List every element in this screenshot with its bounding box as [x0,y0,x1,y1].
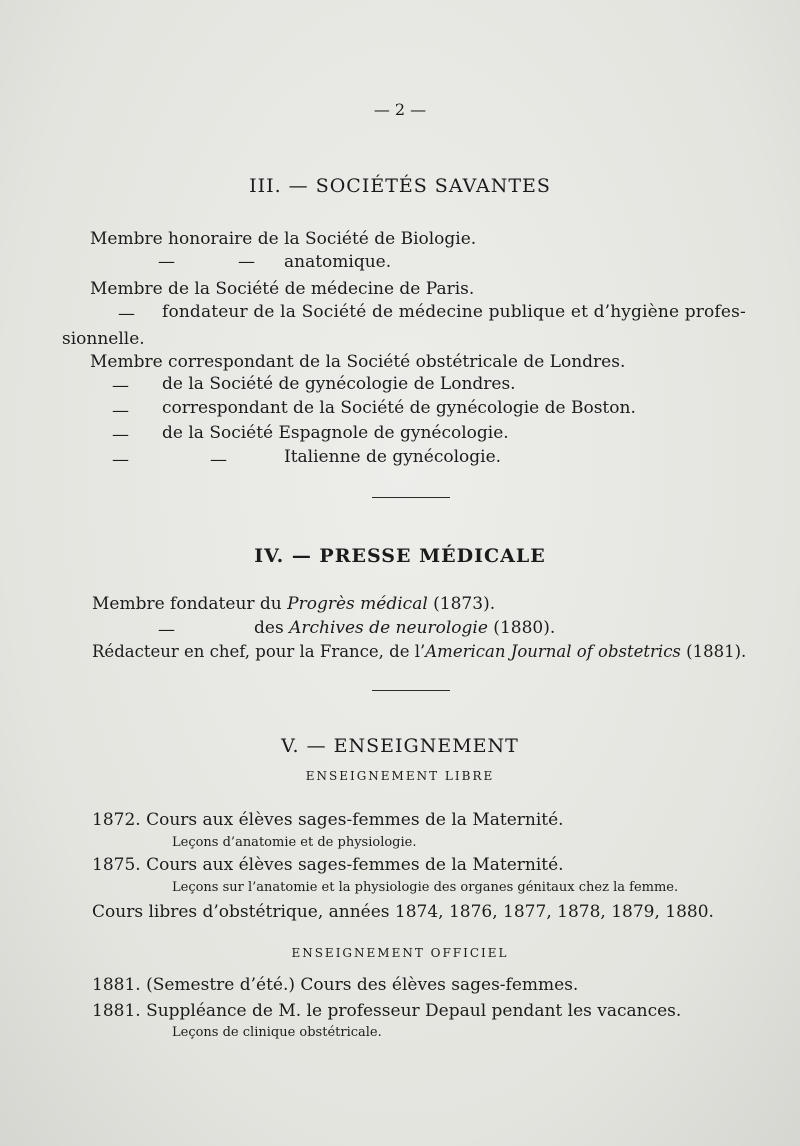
divider [372,497,450,498]
text-part: (1873). [427,594,496,614]
divider [372,690,450,691]
text-line: Membre correspondant de la Société obstétricale de Londres. [90,352,626,372]
text-subline: Leçons de clinique obstétricale. [172,1025,382,1040]
ditto-dash: — [238,252,255,272]
text-line: 1881. Suppléance de M. le professeur Depaul pendant les vacances. [92,1001,682,1021]
section-title-societes: III. — SOCIÉTÉS SAVANTES [249,175,551,197]
ditto-dash: — [112,401,129,421]
subheading-libre: ENSEIGNEMENT LIBRE [305,769,495,783]
subheading-officiel: ENSEIGNEMENT OFFICIEL [291,946,509,960]
text-line [92,642,746,661]
ditto-dash: — [158,620,175,640]
text-line: de la Société de gynécologie de Londres. [162,374,516,394]
text-line: 1881. (Semestre d’été.) Cours des élèves sages-femmes. [92,975,579,995]
journal-title: Archives de neurologie [289,618,488,638]
text-part: Rédacteur en chef, pour la France, de l’ [92,642,426,661]
text-line: Italienne de gynécologie. [284,447,502,467]
text-part: des [254,618,290,638]
text-line: de la Société Espagnole de gynécologie. [162,423,509,443]
text-line [254,618,555,638]
text-line: Membre honoraire de la Société de Biologie. [90,229,477,249]
text-subline: Leçons sur l’anatomie et la physiologie des organes génitaux chez la femme. [172,880,679,895]
text-line: Cours libres d’obstétrique, années 1874, 1876, 1877, 1878, 1879, 1880. [92,902,714,922]
journal-title: American Journal of obstetrics [425,642,681,661]
section-title-presse: IV. — PRESSE MÉDICALE [254,545,546,567]
text-part: (1881). [680,642,747,661]
page-number: — 2 — [373,100,427,119]
text-line: correspondant de la Société de gynécologie de Boston. [162,398,636,418]
text-line: 1875. Cours aux élèves sages-femmes de la Maternité. [92,855,564,875]
ditto-dash: — [158,252,175,272]
ditto-dash: — [112,450,129,470]
text-part: Membre fondateur du [92,594,288,614]
ditto-dash: — [112,376,129,396]
ditto-dash: — [118,304,135,324]
text-line [92,594,495,614]
text-line: fondateur de la Société de médecine publique et d’hygiène profes- [162,302,746,322]
text-line: 1872. Cours aux élèves sages-femmes de la Maternité. [92,810,564,830]
ditto-dash: — [112,425,129,445]
text-line: sionnelle. [62,329,145,349]
text-part: (1880). [487,618,556,638]
text-line: Membre de la Société de médecine de Paris. [90,279,475,299]
text-line: anatomique. [284,252,392,272]
section-title-enseignement: V. — ENSEIGNEMENT [281,735,519,757]
ditto-dash: — [210,450,227,470]
journal-title: Progrès médical [287,594,428,614]
text-subline: Leçons d’anatomie et de physiologie. [172,835,417,850]
